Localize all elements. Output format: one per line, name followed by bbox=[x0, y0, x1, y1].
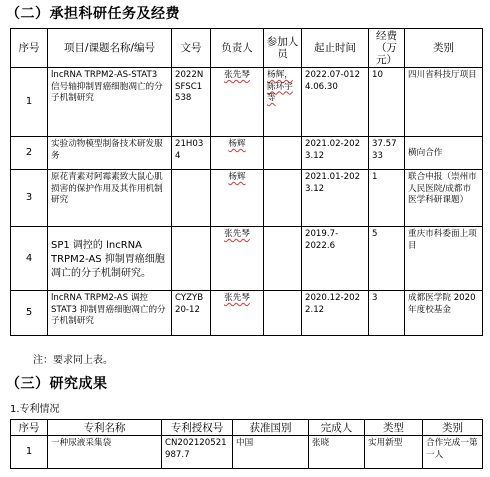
project-name: 原花青素对阿霉素致大鼠心肌损害的保护作用及其作用机制研究 bbox=[48, 170, 172, 227]
header-funds: 经费（万元） bbox=[369, 29, 405, 68]
period: 2022.07-0124.06.30 bbox=[302, 68, 369, 137]
project-name: lncRNA TRPM2-AS 调控 STAT3 抑制胃癌细胞凋亡的分子机制研究 bbox=[48, 291, 172, 336]
members bbox=[264, 137, 302, 170]
header-type: 类型 bbox=[365, 420, 423, 436]
table-note: 注：要求同上表。 bbox=[33, 355, 113, 366]
patent-category: 合作完成一第一人 bbox=[423, 436, 483, 469]
doc-number: 21H034 bbox=[172, 137, 211, 170]
header-leader: 负责人 bbox=[211, 29, 264, 68]
period: 2021.01-2023.12 bbox=[302, 170, 369, 227]
category: 四川省科技厅项目 bbox=[405, 68, 483, 137]
header-country: 获准国别 bbox=[233, 420, 309, 436]
leader: 张先琴 bbox=[224, 229, 250, 239]
row-seq: 1 bbox=[11, 436, 48, 469]
doc-number: 2022NSFSC1538 bbox=[172, 68, 211, 137]
leader: 杨辉 bbox=[228, 172, 246, 182]
funds: 5 bbox=[369, 227, 405, 291]
category: 联合申报（崇州市人民医院/成都市医学科研课题） bbox=[405, 170, 483, 227]
header-inventor: 完成人 bbox=[309, 420, 365, 436]
members bbox=[264, 227, 302, 291]
patent-number: CN202120521987.7 bbox=[162, 436, 233, 469]
section-title-research-tasks: （二）承担科研任务及经费 bbox=[6, 6, 180, 22]
header-category: 类别 bbox=[405, 29, 483, 68]
row-seq: 3 bbox=[11, 170, 48, 227]
row-seq: 4 bbox=[11, 227, 48, 291]
row-seq: 1 bbox=[11, 68, 48, 137]
header-category: 类别 bbox=[423, 420, 483, 436]
header-seq: 序号 bbox=[11, 420, 48, 436]
patents-table bbox=[10, 419, 483, 469]
doc-number: CYZYB20-12 bbox=[172, 291, 211, 336]
period: 2020.12-2022.12 bbox=[302, 291, 369, 336]
patents-header-row bbox=[11, 420, 483, 436]
header-patent-number: 专利授权号 bbox=[162, 420, 233, 436]
doc-number bbox=[172, 170, 211, 227]
project-name: 实验动物模型制备技术研发服务 bbox=[48, 137, 172, 170]
funds: 3 bbox=[369, 291, 405, 336]
leader: 张先琴 bbox=[224, 293, 250, 303]
patent-subtitle: 1.专利情况 bbox=[10, 404, 60, 415]
members bbox=[264, 291, 302, 336]
funds: 10 bbox=[369, 68, 405, 137]
patent-type: 实用新型 bbox=[365, 436, 423, 469]
section-title-research-results: （三）研究成果 bbox=[6, 376, 108, 392]
table-row bbox=[11, 436, 483, 469]
table-row bbox=[11, 137, 483, 170]
header-seq: 序号 bbox=[11, 29, 48, 68]
projects-header-row bbox=[11, 29, 483, 68]
research-projects-table bbox=[10, 28, 483, 336]
members: 杨辉，陈环宇等 bbox=[267, 70, 293, 104]
leader: 张先琴 bbox=[224, 70, 250, 80]
period: 2021.02-2023.12 bbox=[302, 137, 369, 170]
header-doc-number: 文号 bbox=[172, 29, 211, 68]
leader: 杨辉 bbox=[228, 139, 246, 149]
doc-number bbox=[172, 227, 211, 291]
header-project-name: 项目/课题名称/编号 bbox=[48, 29, 172, 68]
country: 中国 bbox=[233, 436, 309, 469]
table-row bbox=[11, 68, 483, 137]
table-row bbox=[11, 291, 483, 336]
patent-name: 一种尿液采集袋 bbox=[48, 436, 162, 469]
row-seq: 5 bbox=[11, 291, 48, 336]
members bbox=[264, 170, 302, 227]
funds: 37.5733 bbox=[369, 137, 405, 170]
category: 横向合作 bbox=[405, 137, 483, 170]
inventor: 张晓 bbox=[309, 436, 365, 469]
project-name: lncRNA TRPM2-AS-STAT3 信号轴抑制胃癌细胞凋亡的分子机制研究 bbox=[48, 68, 172, 137]
header-period: 起止时间 bbox=[302, 29, 369, 68]
project-name: SP1 调控的 lncRNA TRPM2-AS 抑制胃癌细胞凋亡的分子机制研究。 bbox=[48, 227, 172, 291]
row-seq: 2 bbox=[11, 137, 48, 170]
category: 成都医学院 2020 年度校基金 bbox=[405, 291, 483, 336]
header-members: 参加人员 bbox=[264, 29, 302, 68]
table-row bbox=[11, 227, 483, 291]
header-patent-name: 专利名称 bbox=[48, 420, 162, 436]
period: 2019.7-2022.6 bbox=[302, 227, 369, 291]
table-row bbox=[11, 170, 483, 227]
category: 重庆市科委面上项目 bbox=[405, 227, 483, 291]
funds: 1 bbox=[369, 170, 405, 227]
